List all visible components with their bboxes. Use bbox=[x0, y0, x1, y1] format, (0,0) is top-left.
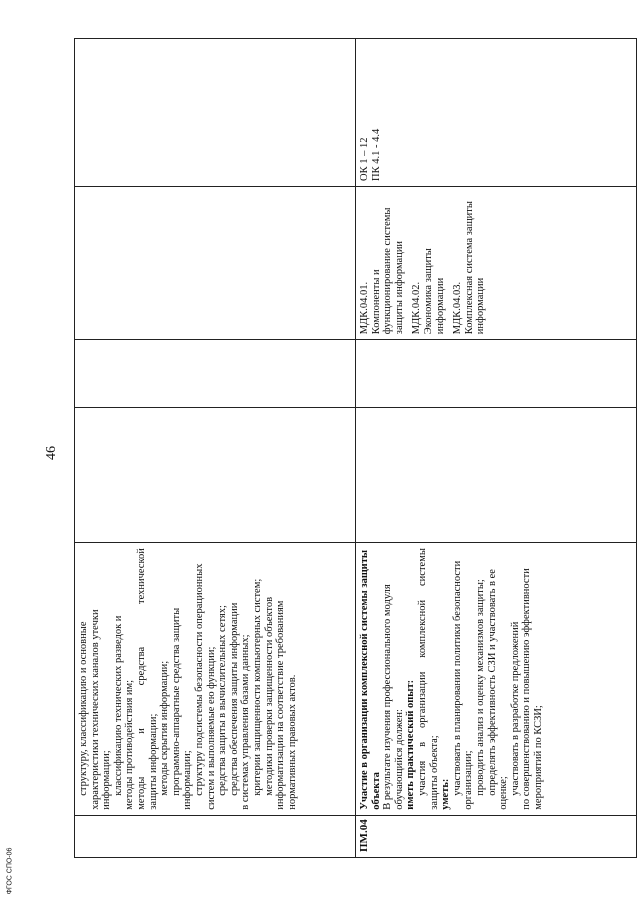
text-line: критерии защищенности компьютерных систем; bbox=[251, 578, 263, 796]
text-line: информации; bbox=[101, 750, 113, 810]
competencies-cell bbox=[356, 39, 637, 187]
text-line: обучающийся должен: bbox=[393, 709, 405, 810]
continuation-lines bbox=[78, 548, 298, 810]
text-line: классификацию технических разведок и bbox=[112, 615, 124, 796]
text-line: информатизации на соответствие требованиям bbox=[275, 600, 287, 810]
text-line: участвовать в разработке предложений bbox=[509, 621, 521, 796]
text-line: структуру, классификацию и основные bbox=[78, 621, 89, 796]
course-code: МДК.04.02. bbox=[411, 281, 423, 335]
module-text-cell bbox=[356, 543, 637, 816]
curriculum-table bbox=[74, 38, 637, 858]
text-line: определять эффективность СЗИ и участвовать в ее bbox=[486, 569, 498, 796]
course-name: Компоненты и функционирование системы защиты информации bbox=[370, 207, 405, 335]
text-line: средства обеспечения защиты информации bbox=[228, 602, 240, 796]
competency-list bbox=[359, 44, 382, 181]
text-line: систем и выполняемые ею функции; bbox=[205, 646, 217, 810]
text-line: нормативных правовых актов. bbox=[286, 674, 298, 810]
table-canvas bbox=[74, 38, 634, 858]
text-line: иметь практический опыт: bbox=[405, 679, 417, 810]
module-lines bbox=[382, 548, 544, 810]
module-title: Участие в организации комплексной системы защиты объекта bbox=[359, 549, 382, 810]
text-line: по совершенствованию и повышению эффективности bbox=[521, 568, 533, 810]
page-number: 46 bbox=[44, 446, 59, 460]
text-line: методы и средства технической bbox=[135, 548, 147, 810]
text-line: В результате изучения профессионального модуля bbox=[382, 584, 394, 810]
text-line: методы скрытия информации; bbox=[159, 660, 171, 796]
index-cell-empty bbox=[75, 815, 356, 857]
course-name: Экономика защиты информации bbox=[422, 248, 446, 335]
text-line: средства защиты в вычислительных сетях; bbox=[217, 605, 229, 796]
module-code: ПМ.04 bbox=[358, 819, 370, 852]
competencies-cell-empty bbox=[75, 39, 356, 187]
text-line: информации; bbox=[182, 750, 194, 810]
text-line: защиты объекта; bbox=[428, 735, 440, 810]
module-code-cell bbox=[356, 815, 637, 857]
competency-code: ОК 1 – 12 bbox=[359, 137, 370, 181]
text-line: организации; bbox=[463, 750, 475, 810]
footer-label: ФГОС СПО-06 bbox=[6, 847, 14, 895]
courses-cell bbox=[356, 186, 637, 339]
course-code: МДК.04.03. bbox=[452, 281, 464, 335]
text-line: уметь: bbox=[440, 778, 452, 810]
text-line: мероприятий по КСЗИ; bbox=[532, 705, 544, 810]
hours-cell-empty bbox=[75, 407, 356, 542]
text-line: оценке; bbox=[498, 776, 510, 810]
text-line: участвовать в планировании политики безопасности bbox=[451, 560, 463, 796]
text-line: в системах управления базами данных; bbox=[240, 634, 252, 810]
hours-cell-empty bbox=[75, 340, 356, 408]
text-line: методики проверки защищенности объектов bbox=[263, 596, 275, 796]
courses-cell-empty bbox=[75, 186, 356, 339]
text-line: структуру подсистемы безопасности операционных bbox=[193, 563, 205, 796]
table-row bbox=[75, 39, 356, 858]
continuation-text-cell bbox=[75, 543, 356, 816]
text-line: методы противодействия им; bbox=[124, 679, 136, 810]
table-row bbox=[356, 39, 637, 858]
course-code: МДК.04.01. bbox=[359, 281, 370, 335]
hours-cell-empty bbox=[356, 407, 637, 542]
text-line: участия в организации комплексной системы bbox=[416, 548, 428, 796]
text-line: программно-аппаратные средства защиты bbox=[170, 607, 182, 796]
hours-cell-empty bbox=[356, 340, 637, 408]
competency-code: ПК 4.1 - 4.4 bbox=[370, 128, 382, 181]
text-line: защиты информации; bbox=[147, 713, 159, 810]
text-line: характеристики технических каналов утечки bbox=[89, 609, 101, 810]
course-list bbox=[359, 192, 487, 334]
rotated-page-area bbox=[74, 38, 634, 858]
text-line: проводить анализ и оценку механизмов защиты; bbox=[474, 579, 486, 796]
course-name: Комплексная система защиты информации bbox=[463, 201, 487, 335]
